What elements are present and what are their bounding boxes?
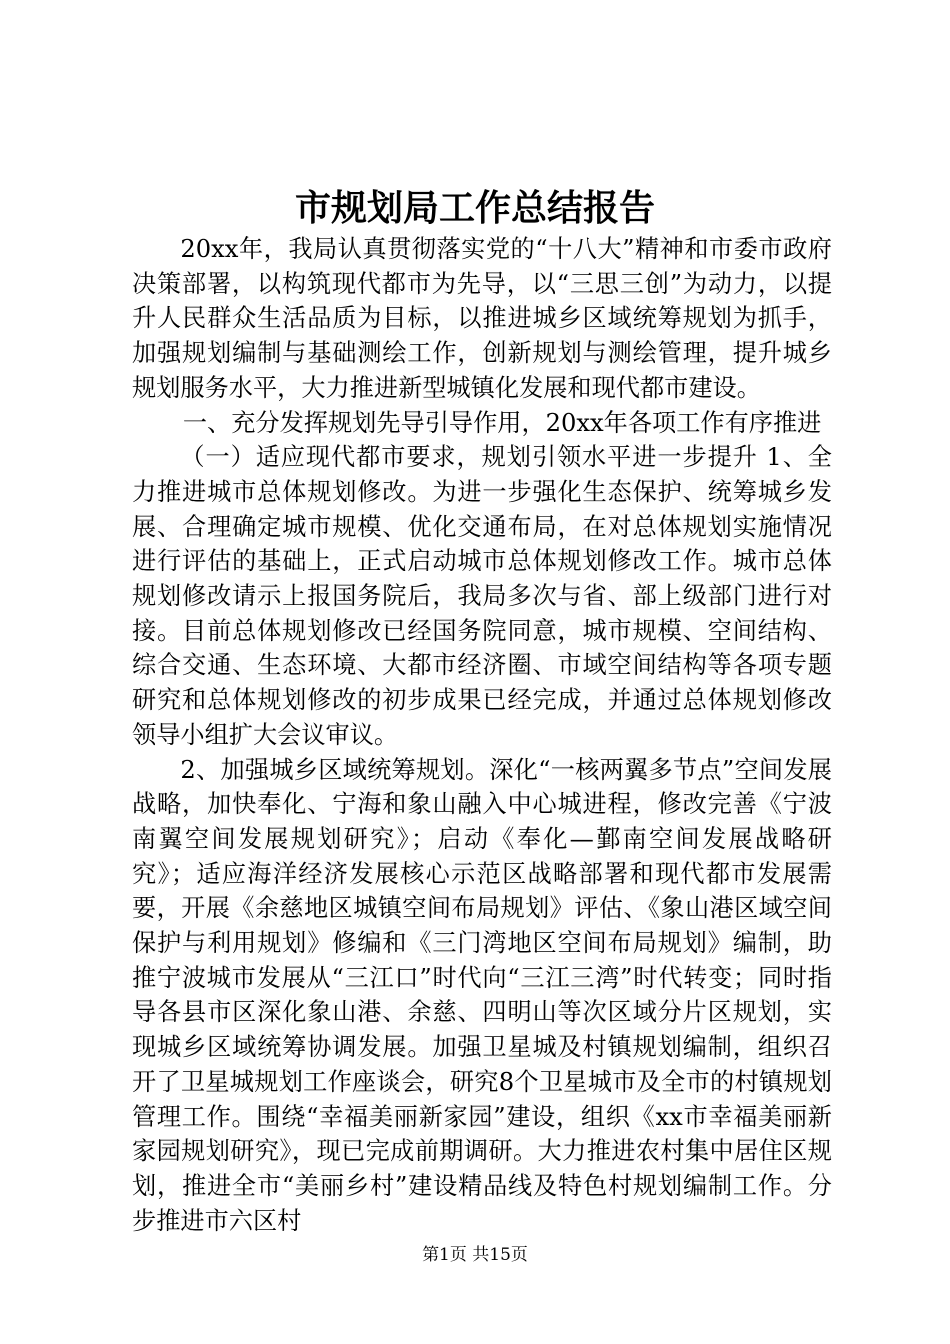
paragraph-intro: 20xx年，我局认真贯彻落实党的“十八大”精神和市委市政府决策部署，以构筑现代都市为先导，以“三思三创”为动力，以提升人民群众生活品质为目标，以推进城乡区域统筹规划为抓手，加强规划编制与基础测绘工作，创新规划与测绘管理，提升城乡规划服务水平，大力推进新型城镇化发展和现代都市建设。 <box>132 235 832 402</box>
page-number: 第1页 共15页 <box>422 1245 528 1265</box>
document-title: 市规划局工作总结报告 <box>294 187 655 229</box>
section-heading-1: 一、充分发挥规划先导引导作用，20xx年各项工作有序推进 <box>182 408 822 437</box>
paragraph-item-2: 2、加强城乡区域统筹规划。深化“一核两翼多节点”空间发展战略，加快奉化、宁海和象山融入中心城进程，修改完善《宁波南翼空间发展规划研究》；启动《奉化—鄞南空间发展战略研究》；适应海洋经济发展核心示范区战略部署和现代都市发展需要，开展《余慈地区城镇空间布局规划》评估、《象山港区域空间保护与利用规划》修编和《三门湾地区空间布局规划》编制，助推宁波城市发展从“三江口”时代向“三江三湾”时代转变；同时指导各县市区深化象山港、余慈、四明山等次区域分片区规划，实现城乡区域统筹协调发展。加强卫星城及村镇规划编制，组织召开了卫星城规划工作座谈会，研究8个卫星城市及全市的村镇规划管理工作。围绕“幸福美丽新家园”建设，组织《xx市幸福美丽新家园规划研究》，现已完成前期调研。大力推进农村集中居住区规划，推进全市“美丽乡村”建设精品线及特色村规划编制工作。分步推进市六区村 <box>132 755 832 1235</box>
paragraph-subsection-1: （一）适应现代都市要求，规划引领水平进一步提升 1、全力推进城市总体规划修改。为进一步强化生态保护、统筹城乡发展、合理确定城市规模、优化交通布局，在对总体规划实施情况进行评估的基础上，正式启动城市总体规划修改工作。城市总体规划修改请示上报国务院后，我局多次与省、部上级部门进行对接。目前总体规划修改已经国务院同意，城市规模、空间结构、综合交通、生态环境、大都市经济圈、市域空间结构等各项专题研究和总体规划修改的初步成果已经完成，并通过总体规划修改领导小组扩大会议审议。 <box>132 443 832 749</box>
document-body <box>132 232 832 1238</box>
